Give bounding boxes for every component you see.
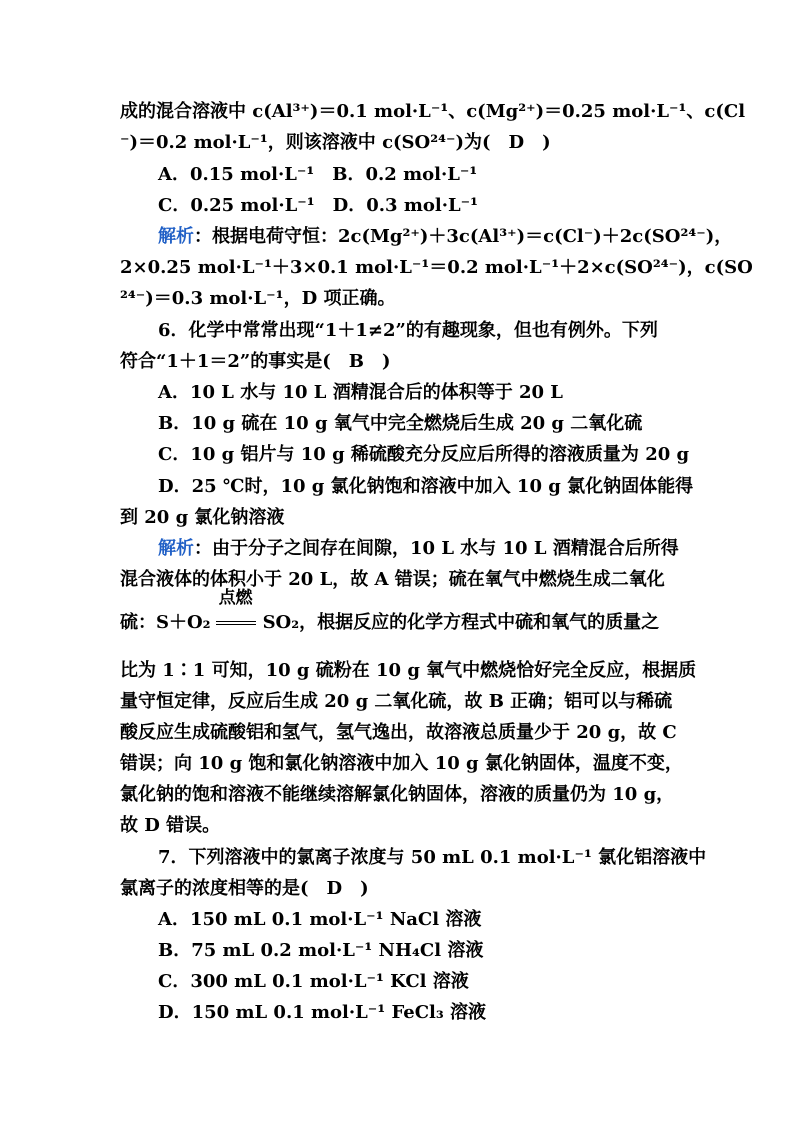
line-text: 量守恒定律，反应后生成 20 g 二氧化硫，故 B 正确；铝可以与稀硫 xyxy=(120,691,673,712)
reaction-condition: 点燃 xyxy=(218,588,253,608)
line-content xyxy=(120,347,391,377)
line-content xyxy=(120,780,674,810)
text-line xyxy=(0,472,794,502)
text-line xyxy=(0,378,794,408)
line-text: 2×0.25 mol·L⁻¹＋3×0.1 mol·L⁻¹＝0.2 mol·L⁻¹＋2×c(SO²⁴⁻)，c(SO xyxy=(120,257,753,278)
line-content xyxy=(158,409,642,439)
equation-line xyxy=(0,588,794,638)
line-content xyxy=(158,905,481,935)
line-text: C．300 mL 0.1 mol·L⁻¹ KCl 溶液 xyxy=(158,971,469,992)
text-line xyxy=(0,503,794,533)
text-line xyxy=(0,811,794,841)
text-line xyxy=(0,936,794,966)
text-line xyxy=(0,409,794,439)
line-text: ：由于分子之间存在间隙，10 L 水与 10 L 酒精混合后所得 xyxy=(194,538,679,559)
text-line xyxy=(0,749,794,779)
line-text: 7．下列溶液中的氯离子浓度与 50 mL 0.1 mol·L⁻¹ 氯化铝溶液中 xyxy=(158,847,707,868)
line-content xyxy=(120,253,753,283)
equation-rhs: SO₂，根据反应的化学方程式中硫和氧气的质量之 xyxy=(262,612,660,633)
text-line xyxy=(0,347,794,377)
line-content xyxy=(158,316,658,346)
text-line xyxy=(0,97,794,127)
text-line xyxy=(0,687,794,717)
line-text: 氯化钠的饱和溶液不能继续溶解氯化钠固体，溶液的质量仍为 10 g， xyxy=(120,784,675,805)
line-content xyxy=(158,378,563,408)
line-text: A．150 mL 0.1 mol·L⁻¹ NaCl 溶液 xyxy=(158,909,482,930)
line-content xyxy=(120,718,677,748)
line-content xyxy=(158,160,477,190)
line-content xyxy=(120,687,672,717)
line-content xyxy=(158,440,689,470)
line-text: B．75 mL 0.2 mol·L⁻¹ NH₄Cl 溶液 xyxy=(158,940,484,961)
text-line xyxy=(0,222,794,252)
line-text: D．25 ℃时，10 g 氯化钠饱和溶液中加入 10 g 氯化钠固体能得 xyxy=(158,476,694,497)
line-text: 酸反应生成硫酸铝和氢气，氢气逸出，故溶液总质量少于 20 g，故 C xyxy=(120,722,677,743)
double-line-sign xyxy=(216,621,256,625)
text-line xyxy=(0,780,794,810)
line-content xyxy=(158,967,469,997)
text-line xyxy=(0,440,794,470)
analysis-label: 解析 xyxy=(158,226,194,247)
line-text: 到 20 g 氯化钠溶液 xyxy=(120,507,285,528)
line-text: 成的混合溶液中 c(Al³⁺)＝0.1 mol·L⁻¹、c(Mg²⁺)＝0.25 mol·L⁻¹、c(Cl xyxy=(120,101,746,122)
line-text: ⁻)＝0.2 mol·L⁻¹，则该溶液中 c(SO²⁴⁻)为( D ) xyxy=(120,132,551,153)
text-line xyxy=(0,905,794,935)
equation-lhs: 硫：S＋O₂ xyxy=(120,612,211,633)
text-line xyxy=(0,534,794,564)
text-line xyxy=(0,843,794,873)
line-text: B．10 g 硫在 10 g 氧气中完全燃烧后生成 20 g 二氧化硫 xyxy=(158,413,643,434)
line-text: D．150 mL 0.1 mol·L⁻¹ FeCl₃ 溶液 xyxy=(158,1002,487,1023)
line-text: A．0.15 mol·L⁻¹ B．0.2 mol·L⁻¹ xyxy=(158,164,478,185)
line-content xyxy=(120,749,683,779)
line-text: 氯离子的浓度相等的是( D ) xyxy=(120,878,369,899)
text-line xyxy=(0,253,794,283)
text-line xyxy=(0,656,794,686)
line-content xyxy=(120,128,551,158)
line-text: ²⁴⁻)＝0.3 mol·L⁻¹，D 项正确。 xyxy=(120,288,396,309)
line-content xyxy=(158,534,679,564)
text-line xyxy=(0,967,794,997)
line-text: 故 D 错误。 xyxy=(120,815,221,836)
analysis-label: 解析 xyxy=(158,538,194,559)
text-line xyxy=(0,998,794,1028)
text-line xyxy=(0,718,794,748)
line-content xyxy=(120,874,369,904)
line-text: 错误；向 10 g 饱和氯化钠溶液中加入 10 g 氯化钠固体，温度不变， xyxy=(120,753,683,774)
line-text: 混合液体的体积小于 20 L，故 A 错误；硫在氧气中燃烧生成二氧化 xyxy=(120,569,665,590)
line-content xyxy=(158,998,486,1028)
line-content xyxy=(158,191,478,221)
line-content xyxy=(120,565,665,595)
line-text: C．10 g 铝片与 10 g 稀硫酸充分反应后所得的溶液质量为 20 g xyxy=(158,444,690,465)
line-text: A．10 L 水与 10 L 酒精混合后的体积等于 20 L xyxy=(158,382,563,403)
text-line xyxy=(0,316,794,346)
text-line xyxy=(0,284,794,314)
line-content xyxy=(120,503,284,533)
line-content xyxy=(158,222,732,252)
line-content xyxy=(158,936,483,966)
text-line xyxy=(0,874,794,904)
text-line xyxy=(0,191,794,221)
line-text: 6．化学中常常出现“1＋1≠2”的有趣现象，但也有例外。下列 xyxy=(158,320,658,341)
line-content xyxy=(158,472,693,502)
line-text: C．0.25 mol·L⁻¹ D．0.3 mol·L⁻¹ xyxy=(158,195,479,216)
line-content xyxy=(120,656,696,686)
text-line xyxy=(0,565,794,595)
line-content xyxy=(120,284,395,314)
line-content xyxy=(120,811,220,841)
text-line xyxy=(0,128,794,158)
line-text: ：根据电荷守恒：2c(Mg²⁺)＋3c(Al³⁺)＝c(Cl⁻)＋2c(SO²⁴⁻)， xyxy=(194,226,733,247)
line-content xyxy=(158,843,706,873)
line-text: 比为 1∶1 可知，10 g 硫粉在 10 g 氧气中燃烧恰好完全反应，根据质 xyxy=(120,660,697,681)
line-text: 符合“1＋1＝2”的事实是( B ) xyxy=(120,351,391,372)
text-line xyxy=(0,160,794,190)
line-content xyxy=(120,97,745,127)
